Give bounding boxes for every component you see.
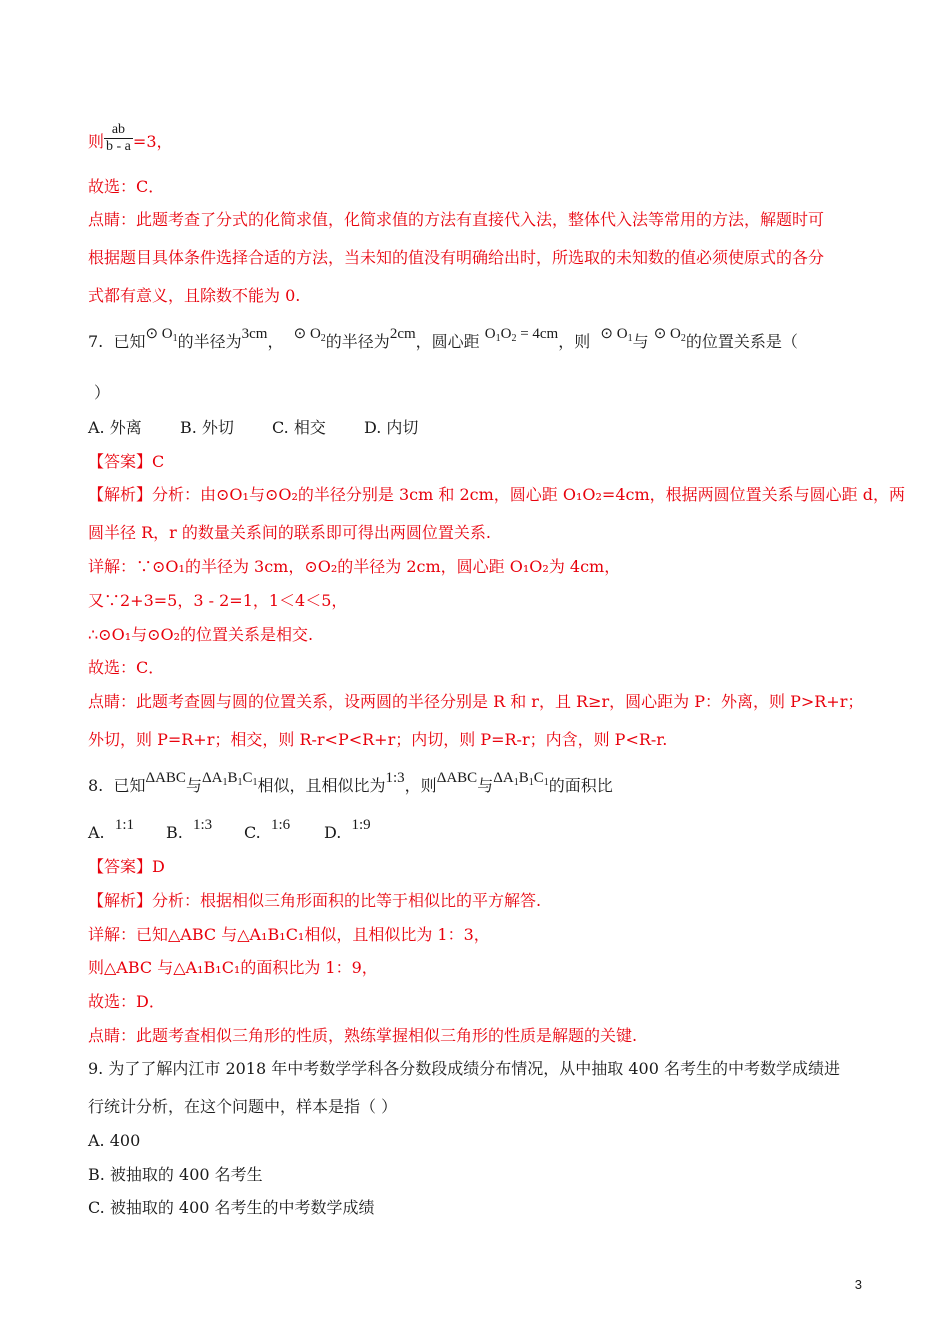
fraction-denominator: b - a: [106, 139, 131, 154]
q7-choice: 故选：C．: [88, 658, 165, 677]
fraction-suffix: =3，: [132, 132, 173, 151]
page-number: 3: [854, 1277, 862, 1292]
radius-2: 2cm: [389, 326, 416, 342]
q7-text: 与: [632, 332, 649, 351]
q7-number: 7.: [88, 332, 104, 351]
q6-note-line-2: 根据题目具体条件选择合适的方法，当未知的值没有明确给出时，所选取的未知数的值必须使原式的各分: [88, 248, 825, 267]
q7-text: ，圆心距: [415, 332, 480, 351]
q7-text: 的半径为: [177, 332, 242, 351]
q7-close-paren: ）: [94, 383, 111, 402]
q6-note-line-3: 式都有意义，且除数不能为 0.: [88, 286, 301, 305]
q8-text: 已知: [113, 776, 146, 795]
circle-o2: ⊙ $O_2$: [653, 326, 686, 344]
q7-detail-line-2: 又∵2+3=5，3 - 2=1，1＜4＜5，: [88, 591, 348, 610]
q7-note-line-1: 点睛：此题考查圆与圆的位置关系，设两圆的半径分别是 R 和 r，且 R≥r，圆心距为 P：外离，则 P>R+r；: [88, 692, 864, 711]
circle-o1: ⊙ $O_1$: [600, 326, 633, 344]
q9-stem-line-2: 行统计分析，在这个问题中，样本是指（ ）: [88, 1097, 398, 1116]
similarity-ratio: 1:3: [385, 770, 405, 786]
q7-text: 的半径为: [325, 332, 390, 351]
q7-option-b: B. 外切: [180, 418, 234, 437]
q7-detail-line-1: 详解：∵⊙O₁的半径为 3cm，⊙O₂的半径为 2cm，圆心距 O₁O₂为 4cm，: [88, 557, 621, 576]
q9-stem-line-1: 9. 为了了解内江市 2018 年中考数学学科各分数段成绩分布情况，从中抽取 400 名考生的中考数学成绩进: [88, 1059, 840, 1078]
q8-answer: 【答案】D: [88, 857, 165, 876]
q8-note: 点睛：此题考查相似三角形的性质，熟练掌握相似三角形的性质是解题的关键.: [88, 1026, 638, 1045]
q8-text: 与: [477, 776, 494, 795]
triangle-abc: ΔABC: [145, 770, 186, 786]
q7-answer: 【答案】C: [88, 452, 165, 471]
q9-option-a: A. 400: [88, 1131, 141, 1150]
q8-choice: 故选：D．: [88, 992, 165, 1011]
triangle-abc: ΔABC: [436, 770, 478, 786]
q7-option-d: D. 内切: [364, 418, 419, 437]
q8-detail-line-2: 则△ABC 与△A₁B₁C₁的面积比为 1：9，: [88, 958, 378, 977]
q7-option-a: A. 外离: [88, 418, 142, 437]
q6-note-line-1: 点睛：此题考查了分式的化简求值，化简求值的方法有直接代入法，整体代入法等常用的方法，解题时可: [88, 210, 825, 229]
circle-o2: ⊙ $O_2$: [293, 326, 326, 344]
q7-note-line-2: 外切，则 P=R+r；相交，则 R-r<P<R+r；内切，则 P=R-r；内含，则 P<R-r.: [88, 730, 668, 749]
q7-stem: [88, 326, 798, 355]
q7-analysis-line-2: 圆半径 R，r 的数量关系间的联系即可得出两圆位置关系.: [88, 523, 491, 542]
q7-option-c: C. 相交: [272, 418, 326, 437]
q7-options: [88, 418, 418, 438]
center-distance: $O_1O_2 = 4cm$: [484, 326, 559, 344]
fraction-result-line: [88, 122, 173, 159]
q8-option-a: A. 1:1: [88, 817, 134, 842]
q8-option-b: B. 1:3: [166, 817, 213, 842]
q8-number: 8.: [88, 776, 104, 795]
q7-text: ，则: [558, 332, 591, 351]
q9-option-c: C. 被抽取的 400 名考生的中考数学成绩: [88, 1198, 375, 1217]
q9-option-b: B. 被抽取的 400 名考生: [88, 1165, 263, 1184]
q7-detail-line-3: ∴⊙O₁与⊙O₂的位置关系是相交.: [88, 625, 314, 644]
fraction-prefix: 则: [88, 132, 105, 151]
q6-choice: 故选：C．: [88, 177, 165, 196]
radius-1: 3cm: [241, 326, 268, 342]
q8-text: ，则: [404, 776, 437, 795]
q8-option-c: C. 1:6: [244, 817, 291, 842]
q7-text: ，: [267, 332, 284, 351]
q7-text: 已知: [113, 332, 146, 351]
q8-detail-line-1: 详解：已知△ABC 与△A₁B₁C₁相似，且相似比为 1：3，: [88, 925, 490, 944]
q8-text: 相似，且相似比为: [257, 776, 386, 795]
q8-text: 的面积比: [548, 776, 613, 795]
circle-o1: ⊙ $O_1$: [145, 326, 178, 344]
triangle-a1b1c1: $\Delta A_1B_1C_1$: [493, 770, 549, 788]
q8-text: 与: [185, 776, 202, 795]
q7-text: 的位置关系是（: [685, 332, 798, 351]
q7-analysis-line-1: 【解析】分析：由⊙O₁与⊙O₂的半径分别是 3cm 和 2cm，圆心距 O₁O₂=4cm，根据两圆位置关系与圆心距 d，两: [88, 485, 905, 504]
q8-stem: [88, 770, 613, 799]
fraction: [104, 122, 133, 155]
q8-analysis: 【解析】分析：根据相似三角形面积的比等于相似比的平方解答.: [88, 891, 542, 910]
fraction-numerator: ab: [104, 122, 133, 139]
q8-option-d: D. 1:9: [324, 817, 371, 842]
triangle-a1b1c1: $\Delta A_1B_1C_1$: [201, 770, 258, 788]
q8-options: [88, 817, 371, 844]
